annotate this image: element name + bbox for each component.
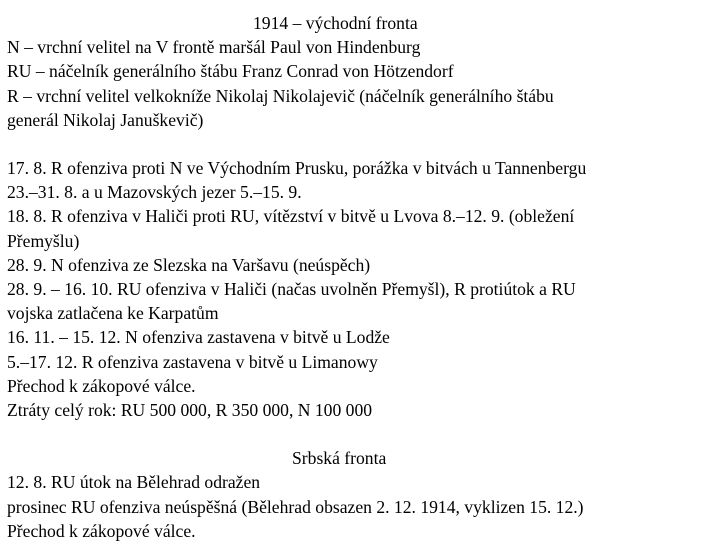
commander-line: R – vrchní velitel velkokníže Nikolaj Nikolajevič (náčelník generálního štábu xyxy=(7,85,554,106)
event-line: 23.–31. 8. a u Mazovských jezer 5.–15. 9. xyxy=(7,182,302,203)
event-line: 28. 9. N ofenziva ze Slezska na Varšavu (neúspěch) xyxy=(7,254,371,275)
eastern-front-title: 1914 – východní fronta xyxy=(253,13,418,33)
event-line: Přechod k zákopové válce. xyxy=(7,375,196,396)
document-body xyxy=(7,11,713,543)
event-line: Přechod k zákopové válce. xyxy=(7,520,196,541)
event-line: vojska zatlačena ke Karpatům xyxy=(7,303,219,324)
event-line: 12. 8. RU útok na Bělehrad odražen xyxy=(7,472,261,493)
event-line: 28. 9. – 16. 10. RU ofenziva v Haliči (načas uvolněn Přemyšl), R protiútok a RU xyxy=(7,279,576,300)
commander-line: N – vrchní velitel na V frontě maršál Paul von Hindenburg xyxy=(7,37,421,58)
paragraph-gap xyxy=(7,132,713,156)
event-line: 17. 8. R ofenziva proti N ve Východním Prusku, porážka v bitvách u Tannenbergu xyxy=(7,158,587,179)
paragraph-gap xyxy=(7,422,713,446)
commander-line: RU – náčelník generálního štábu Franz Conrad von Hötzendorf xyxy=(7,61,454,82)
event-line: 18. 8. R ofenziva v Haliči proti RU, vítězství v bitvě u Lvova 8.–12. 9. (obležení xyxy=(7,206,575,227)
event-line: Přemyšlu) xyxy=(7,230,80,251)
event-line: 16. 11. – 15. 12. N ofenziva zastavena v bitvě u Lodže xyxy=(7,327,390,348)
losses-line: Ztráty celý rok: RU 500 000, R 350 000, N 100 000 xyxy=(7,400,373,421)
event-line: 5.–17. 12. R ofenziva zastavena v bitvě u Limanowy xyxy=(7,351,378,372)
event-line: prosinec RU ofenziva neúspěšná (Bělehrad obsazen 2. 12. 1914, vyklizen 15. 12.) xyxy=(7,496,584,517)
commander-line: generál Nikolaj Januškevič) xyxy=(7,109,204,130)
serbian-front-title: Srbská fronta xyxy=(292,448,387,469)
